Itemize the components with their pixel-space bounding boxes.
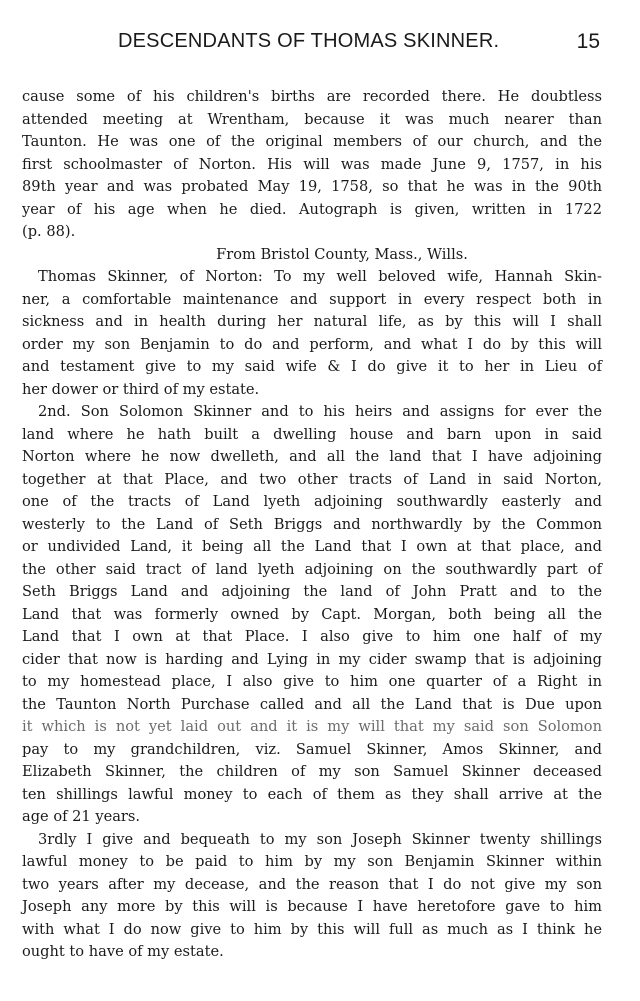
text-line: and testament give to my said wife & I do give it to her in Lieu of: [22, 358, 602, 375]
text-line: Land that I own at that Place. I also give to him one half of my: [22, 628, 602, 645]
text-line: age of 21 years.: [22, 808, 141, 825]
body-text: [22, 86, 602, 964]
text-line: one of the tracts of Land lyeth adjoining southwardly easterly and: [22, 493, 602, 510]
text-line: westerly to the Land of Seth Briggs and northwardly by the Common: [22, 515, 602, 533]
text-line: it which is not yet laid out and it is my will that my said son Solomon: [22, 718, 602, 735]
text-line: lawful money to be paid to him by my son Benjamin Skinner within: [22, 853, 602, 870]
text-line: the Taunton North Purchase called and all the Land that is Due upon: [22, 695, 602, 713]
text-line: or undivided Land, it being all the Land that I own at that place, and: [22, 538, 602, 555]
section-heading: From Bristol County, Mass., Wills.: [216, 245, 468, 263]
text-line: attended meeting at Wrentham, because it was much nearer than: [22, 110, 602, 128]
text-line: the other said tract of land lyeth adjoining on the southwardly part of: [22, 560, 602, 578]
text-line: two years after my decease, and the reason that I do not give my son: [22, 875, 602, 893]
text-line: Seth Briggs Land and adjoining the land of John Pratt and to the: [22, 583, 602, 600]
text-line: ten shillings lawful money to each of them as they shall arrive at the: [22, 785, 602, 803]
text-line: order my son Benjamin to do and perform, and what I do by this will: [22, 335, 602, 353]
text-line: ought to have of my estate.: [22, 943, 224, 960]
text-line: her dower or third of my estate.: [22, 380, 260, 398]
text-line: Taunton. He was one of the original members of our church, and the: [22, 133, 602, 150]
text-line: 2nd. Son Solomon Skinner and to his heirs and assigns for ever the: [38, 403, 602, 420]
document-page: [22, 30, 602, 964]
text-line: (p. 88).: [22, 223, 76, 240]
text-line: 3rdly I give and bequeath to my son Joseph Skinner twenty shillings: [38, 830, 602, 848]
text-line: with what I do now give to him by this will full as much as I think he: [22, 920, 602, 938]
text-line: together at that Place, and two other tracts of Land in said Norton,: [22, 470, 602, 488]
text-line: cause some of his children's births are recorded there. He doubtless: [22, 88, 602, 105]
text-line: pay to my grandchildren, viz. Samuel Skinner, Amos Skinner, and: [22, 740, 602, 758]
running-head-title: DESCENDANTS OF THOMAS SKINNER.: [118, 30, 500, 52]
text-line: ner, a comfortable maintenance and support in every respect both in: [22, 290, 602, 308]
text-line: Land that was formerly owned by Capt. Morgan, both being all the: [22, 605, 602, 623]
text-line: cider that now is harding and Lying in my cider swamp that is adjoining: [22, 650, 602, 668]
running-head: [22, 30, 602, 64]
text-line: Thomas Skinner, of Norton: To my well beloved wife, Hannah Skin-: [38, 268, 602, 285]
text-line: sickness and in health during her natural life, as by this will I shall: [22, 313, 602, 330]
text-line: year of his age when he died. Autograph is given, written in 1722: [22, 200, 602, 218]
text-line: 89th year and was probated May 19, 1758, so that he was in the 90th: [22, 178, 602, 195]
text-line: first schoolmaster of Norton. His will was made June 9, 1757, in his: [22, 155, 602, 173]
text-line: Joseph any more by this will is because I have heretofore gave to him: [22, 898, 602, 915]
text-line: land where he hath built a dwelling house and barn upon in said: [22, 425, 602, 443]
text-line: Elizabeth Skinner, the children of my son Samuel Skinner deceased: [22, 763, 602, 780]
text-line: to my homestead place, I also give to him one quarter of a Right in: [22, 673, 602, 690]
text-line: Norton where he now dwelleth, and all the land that I have adjoining: [22, 448, 602, 465]
page-number: 15: [576, 30, 600, 53]
